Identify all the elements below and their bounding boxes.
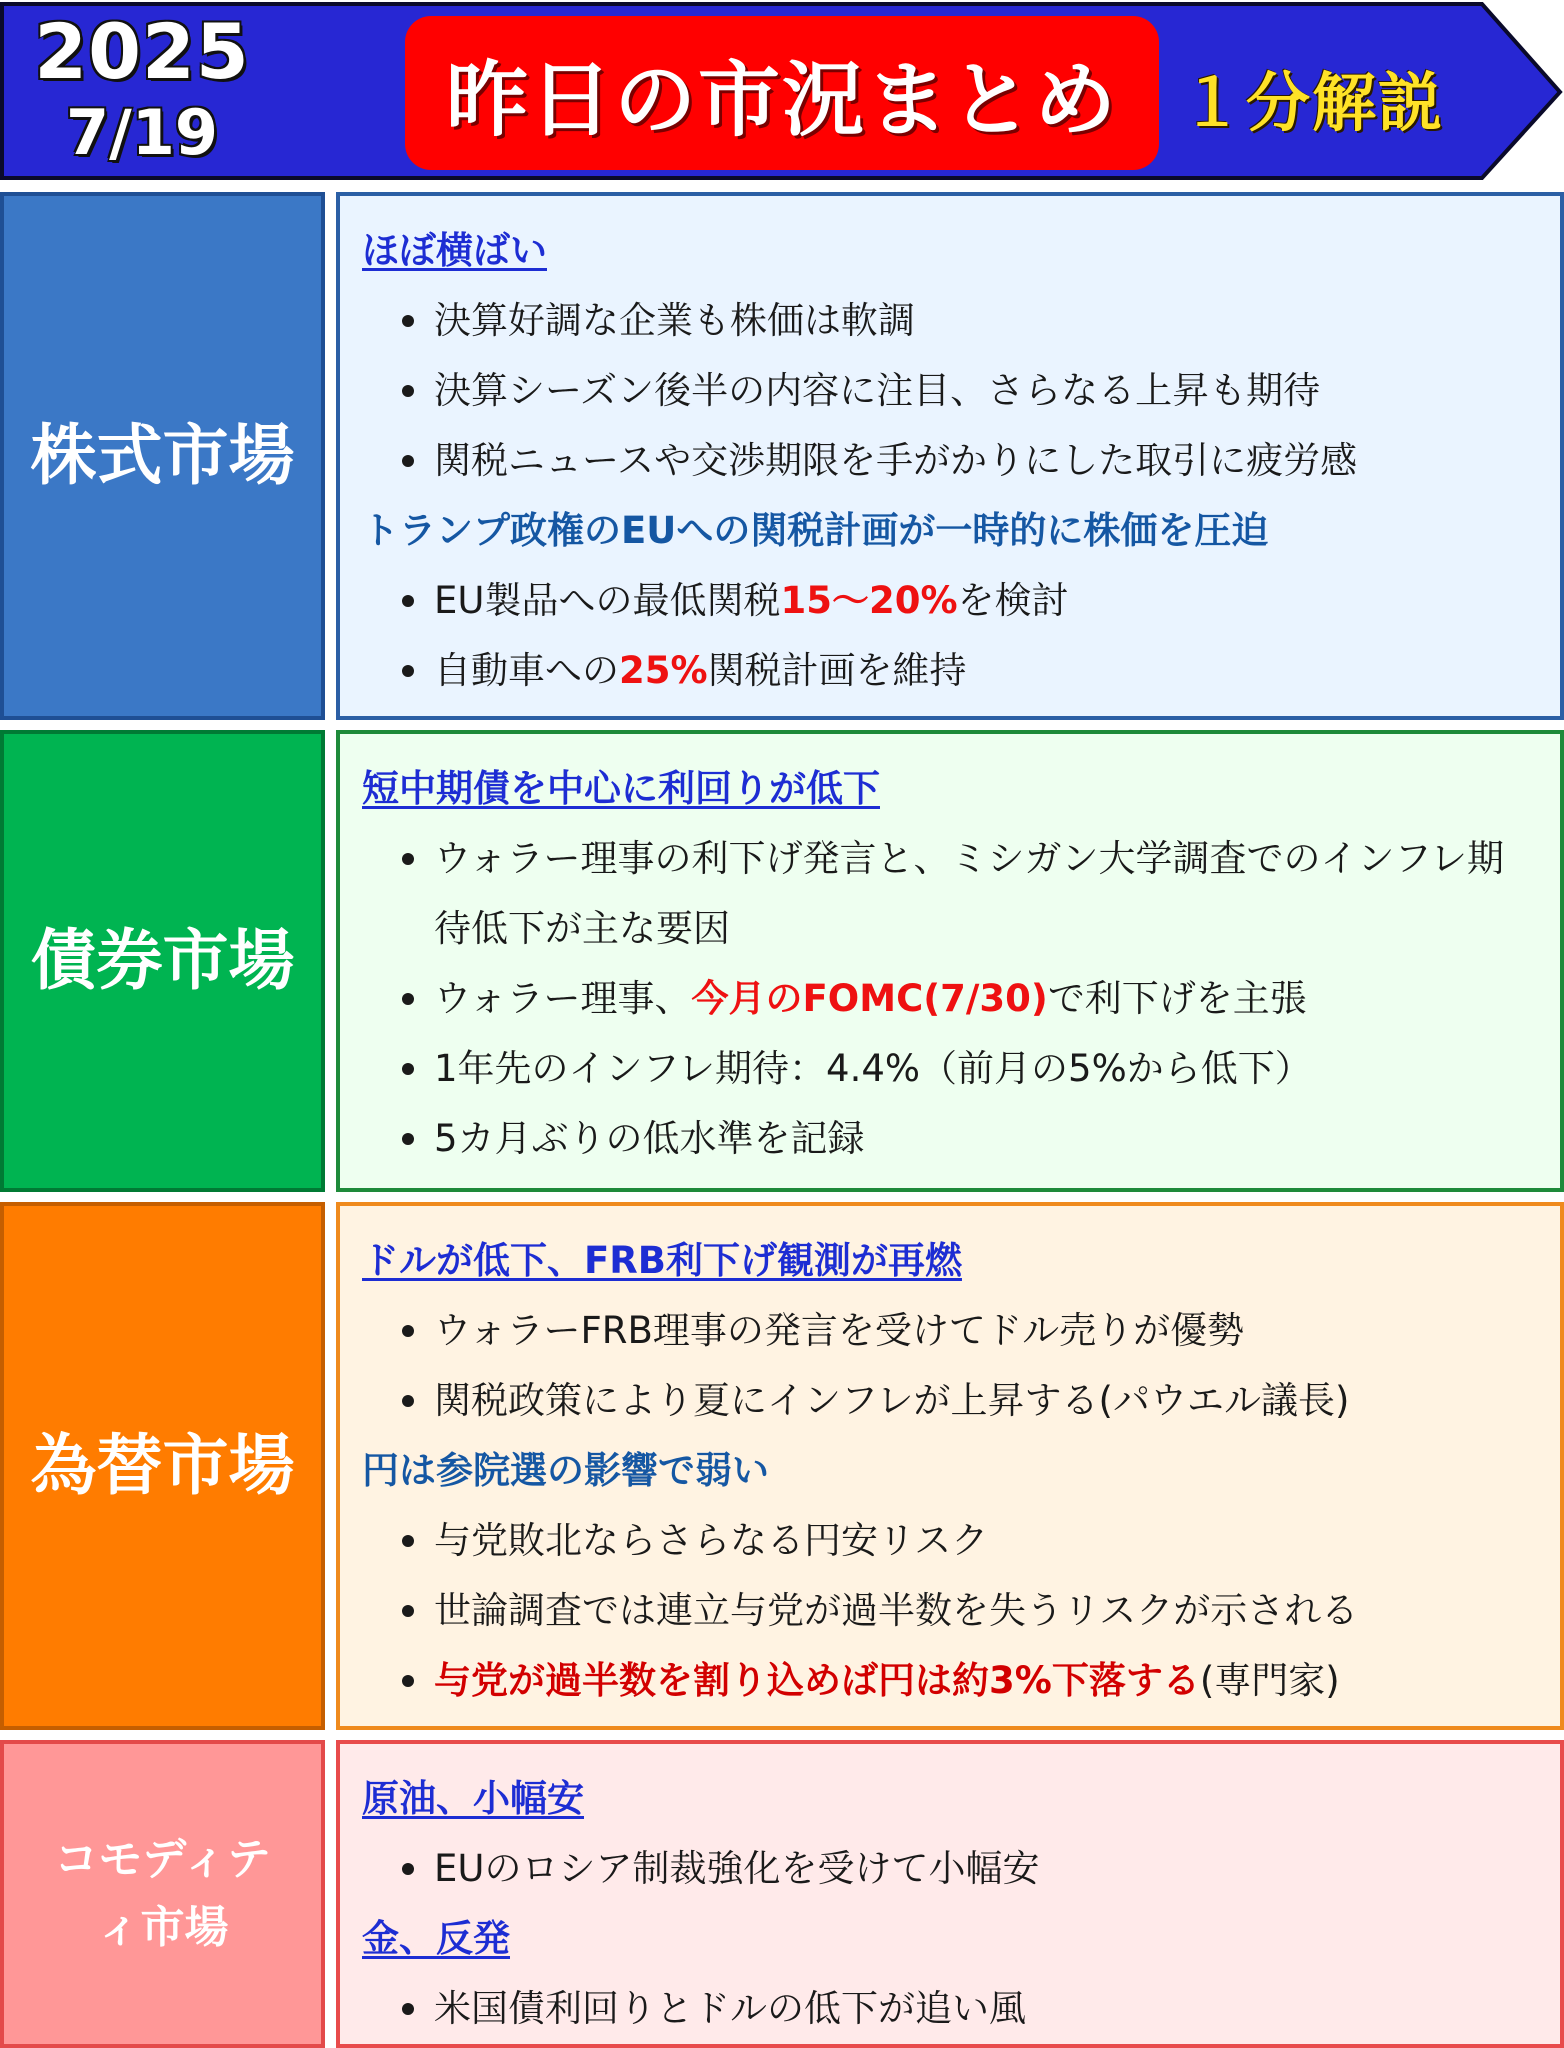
list-item: ウォラー理事の利下げ発言と、ミシガン大学調査でのインフレ期待低下が主な要因 (362, 824, 1560, 964)
section-label: 債券市場 (30, 921, 295, 999)
highlight-text: 15〜20% (780, 579, 958, 622)
list-item (362, 964, 1560, 1034)
list-item: 与党敗北ならさらなる円安リスク (362, 1506, 1560, 1576)
section-stock-market (0, 192, 1564, 720)
highlight-text: 今月のFOMC(7/30) (691, 977, 1048, 1020)
list-item: 米国債利回りとドルの低下が追い風 (362, 1974, 1560, 2044)
date-day: 7/19 (65, 96, 219, 169)
list-item: 決算好調な企業も株価は軟調 (362, 286, 1560, 356)
text-segment: 関税計画を維持 (707, 649, 967, 692)
date-stamp (22, 7, 262, 169)
list-item (362, 636, 1560, 706)
bullet-list (362, 1506, 1560, 1716)
section-content (336, 730, 1564, 1192)
highlight-text: 与党が過半数を割り込めば円は約3%下落する (434, 1659, 1200, 1702)
section-fx-market (0, 1202, 1564, 1730)
list-item: ウォラーFRB理事の発言を受けてドル売りが優勢 (362, 1296, 1560, 1366)
list-item: 関税政策により夏にインフレが上昇する(パウエル議長) (362, 1366, 1560, 1436)
bullet-list (362, 286, 1560, 496)
list-item: 1年先のインフレ期待：4.4%（前月の5%から低下） (362, 1034, 1560, 1104)
text-segment: EU製品への最低関税 (434, 579, 781, 622)
bullet-list (362, 824, 1560, 1174)
section-label-cell (0, 192, 325, 720)
section-commodity-market (0, 1740, 1564, 2048)
highlight-text: 25% (619, 649, 708, 692)
section-content (336, 192, 1564, 720)
section-label-line: ィ市場 (96, 1902, 229, 1953)
list-item: 世論調査では連立与党が過半数を失うリスクが示される (362, 1576, 1560, 1646)
section-subheading: トランプ政権のEUへの関税計画が一時的に株価を圧迫 (362, 509, 1269, 552)
list-item: 関税ニュースや交渉期限を手がかりにした取引に疲労感 (362, 426, 1560, 496)
section-label-line: コモディテ (54, 1833, 271, 1885)
page-title-box (405, 16, 1159, 170)
section-bond-market (0, 730, 1564, 1192)
text-segment: ウォラー理事、 (434, 977, 692, 1020)
section-content (336, 1202, 1564, 1730)
bullet-list (362, 566, 1560, 706)
page-title: 昨日の市況まとめ (445, 52, 1118, 148)
section-label-cell (0, 1740, 325, 2048)
list-item: EUのロシア制裁強化を受けて小幅安 (362, 1834, 1560, 1904)
section-label: 株式市場 (30, 416, 295, 494)
section-label (54, 1826, 270, 1962)
section-content (336, 1740, 1564, 2048)
section-heading: 短中期債を中心に利回りが低下 (362, 767, 880, 810)
text-segment: で利下げを主張 (1047, 977, 1307, 1020)
section-heading: 原油、小幅安 (362, 1777, 584, 1820)
header-banner (0, 0, 1564, 182)
section-heading: 金、反発 (362, 1917, 510, 1960)
date-year: 2025 (34, 7, 250, 96)
bullet-list (362, 1834, 1560, 1904)
bullet-list (362, 1974, 1560, 2044)
section-heading: ドルが低下、FRB利下げ観測が再燃 (362, 1239, 962, 1282)
list-item (362, 566, 1560, 636)
list-item: 決算シーズン後半の内容に注目、さらなる上昇も期待 (362, 356, 1560, 426)
section-heading: ほぼ横ばい (362, 229, 547, 272)
list-item (362, 1646, 1560, 1716)
list-item: 5カ月ぶりの低水準を記録 (362, 1104, 1560, 1174)
section-subheading: 円は参院選の影響で弱い (362, 1449, 769, 1492)
page-subtitle: １分解説 (1180, 67, 1444, 141)
section-label: 為替市場 (30, 1426, 295, 1504)
text-segment: を検討 (957, 579, 1069, 622)
text-segment: (専門家) (1199, 1659, 1340, 1702)
section-label-cell (0, 1202, 325, 1730)
bullet-list (362, 1296, 1560, 1436)
text-segment: 自動車への (434, 649, 619, 692)
section-label-cell (0, 730, 325, 1192)
